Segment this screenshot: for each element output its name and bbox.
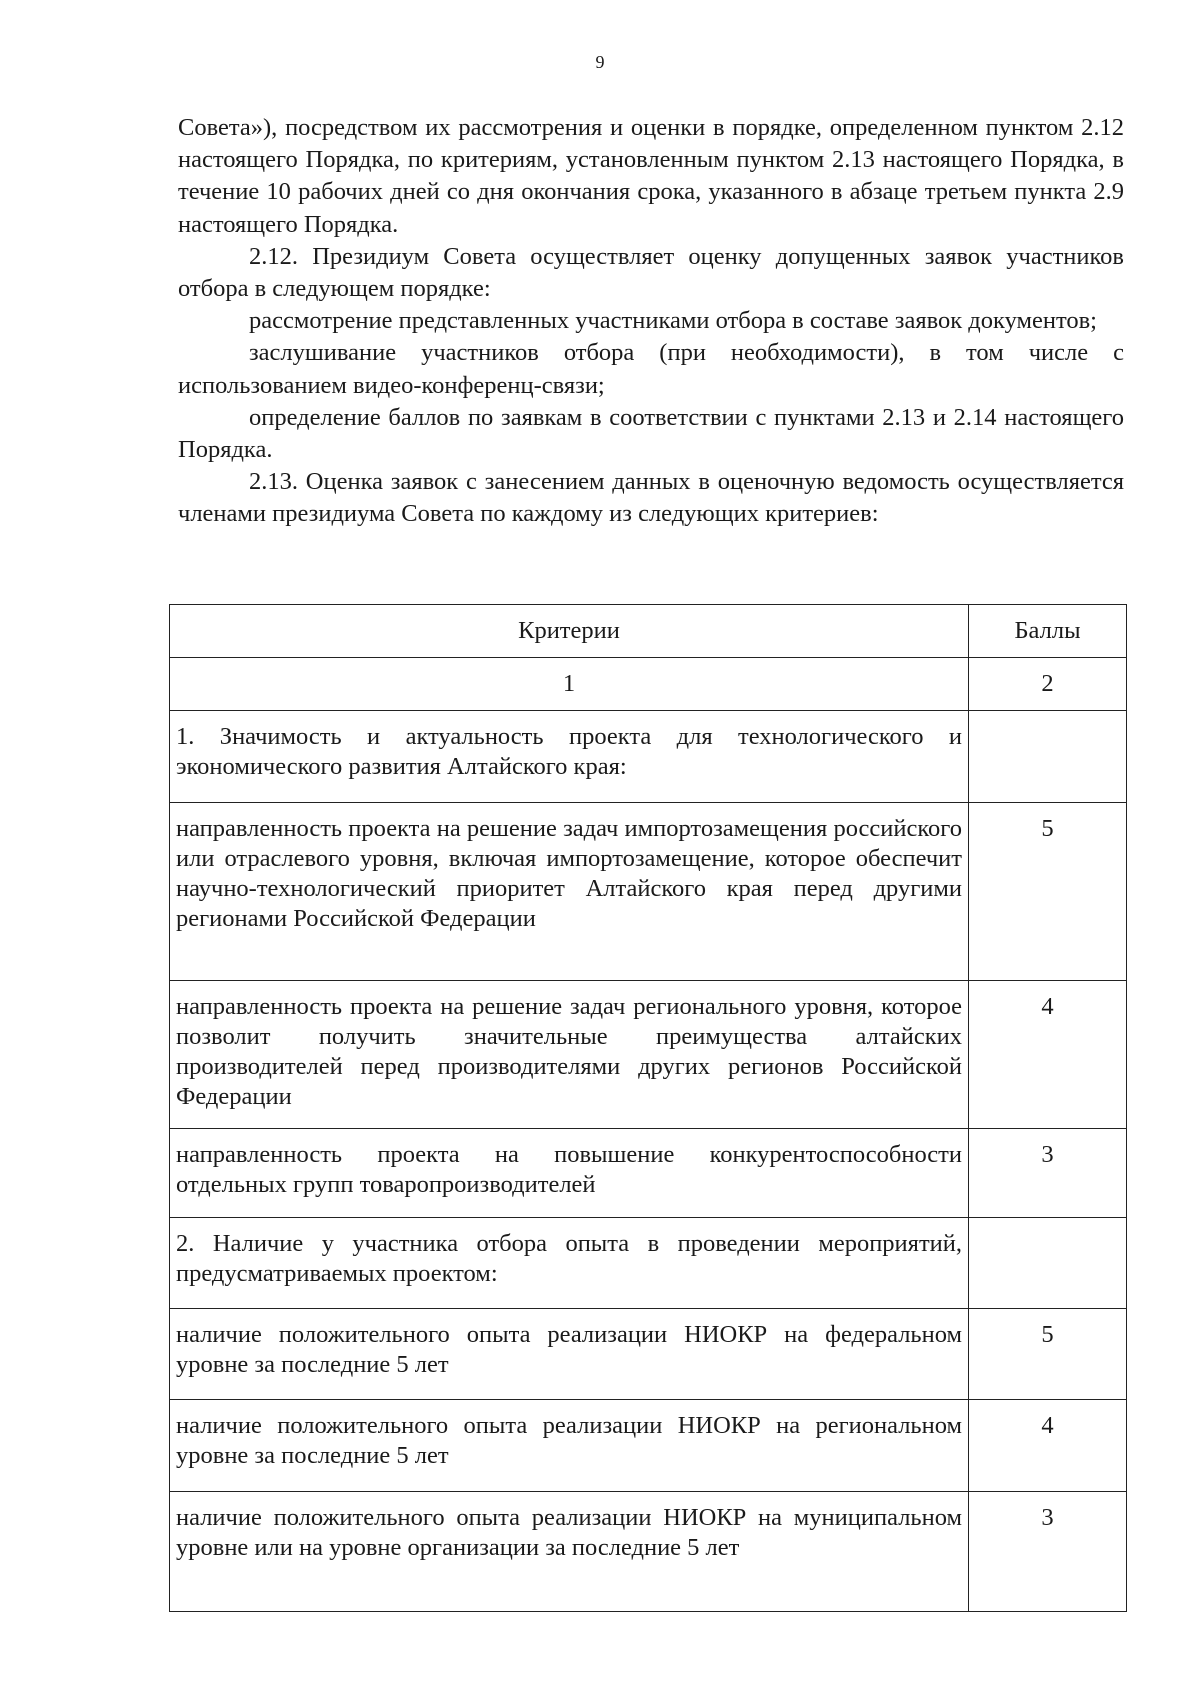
table-row: [170, 981, 1127, 1129]
criterion-cell: наличие положительного опыта реализации НИОКР на федеральном уровне за последние 5 лет: [170, 1309, 969, 1400]
paragraph-hearing: заслушивание участников отбора (при необходимости), в том числе с использованием видео-конференц-связи;: [178, 339, 1124, 399]
score-cell: 3: [969, 1492, 1127, 1612]
table-header-row: [170, 605, 1127, 658]
paragraph-continuation: Совета»), посредством их рассмотрения и оценки в порядке, определенном пунктом 2.12 настоящего Порядка, по критериям, установленным пунктом 2.13 настоящего Порядка, в течение 10 рабочих дней со дня окончания срока, указанного в абзаце третьем пункта 2.9 настоящего Порядка.: [178, 114, 1124, 238]
score-cell: 5: [969, 803, 1127, 981]
criterion-cell: направленность проекта на повышение конкурентоспособности отдельных групп товаропроизводителей: [170, 1129, 969, 1218]
table-column-numbers: [170, 658, 1127, 711]
paragraph-scoring: определение баллов по заявкам в соответствии с пунктами 2.13 и 2.14 настоящего Порядка.: [178, 403, 1124, 464]
header-score: Баллы: [969, 605, 1127, 658]
criterion-cell: наличие положительного опыта реализации НИОКР на региональном уровне за последние 5 лет: [170, 1400, 969, 1492]
table-row: [170, 1400, 1127, 1492]
paragraph-2-12: 2.12. Президиум Совета осуществляет оценку допущенных заявок участников отбора в следующем порядке:: [178, 242, 1124, 303]
table-row: [170, 1218, 1127, 1309]
paragraph-2-13: 2.13. Оценка заявок с занесением данных в оценочную ведомость осуществляется членами президиума Совета по каждому из следующих критериев:: [178, 468, 1124, 528]
score-cell: 5: [969, 1309, 1127, 1400]
criterion-cell: 2. Наличие у участника отбора опыта в проведении мероприятий, предусматриваемых проектом:: [170, 1218, 969, 1309]
paragraph-review-documents: рассмотрение представленных участниками отбора в составе заявок документов;: [249, 307, 1097, 335]
table-row: [170, 1129, 1127, 1218]
criterion-cell: направленность проекта на решение задач регионального уровня, которое позволит получить значительные преимущества алтайских производителей перед производителями других регионов Российской Федерации: [170, 981, 969, 1129]
criteria-table: [169, 604, 1127, 1612]
criterion-cell: 1. Значимость и актуальность проекта для технологического и экономического развития Алтайского края:: [170, 711, 969, 803]
header-criteria: Критерии: [170, 605, 969, 658]
score-cell: [969, 711, 1127, 803]
table-row: [170, 711, 1127, 803]
criterion-cell: направленность проекта на решение задач импортозамещения российского или отраслевого уровня, включая импортозамещение, которое обеспечит научно-технологический приоритет Алтайского края перед другими регионами Российской Федерации: [170, 803, 969, 981]
criterion-cell: наличие положительного опыта реализации НИОКР на муниципальном уровне или на уровне организации за последние 5 лет: [170, 1492, 969, 1612]
score-cell: [969, 1218, 1127, 1309]
column-number-2: 2: [969, 658, 1127, 711]
table-row: [170, 1492, 1127, 1612]
score-cell: 3: [969, 1129, 1127, 1218]
table-row: [170, 1309, 1127, 1400]
page-number: 9: [595, 52, 605, 72]
score-cell: 4: [969, 981, 1127, 1129]
table-row: [170, 803, 1127, 981]
column-number-1: 1: [170, 658, 969, 711]
body-text: [178, 112, 1124, 531]
score-cell: 4: [969, 1400, 1127, 1492]
